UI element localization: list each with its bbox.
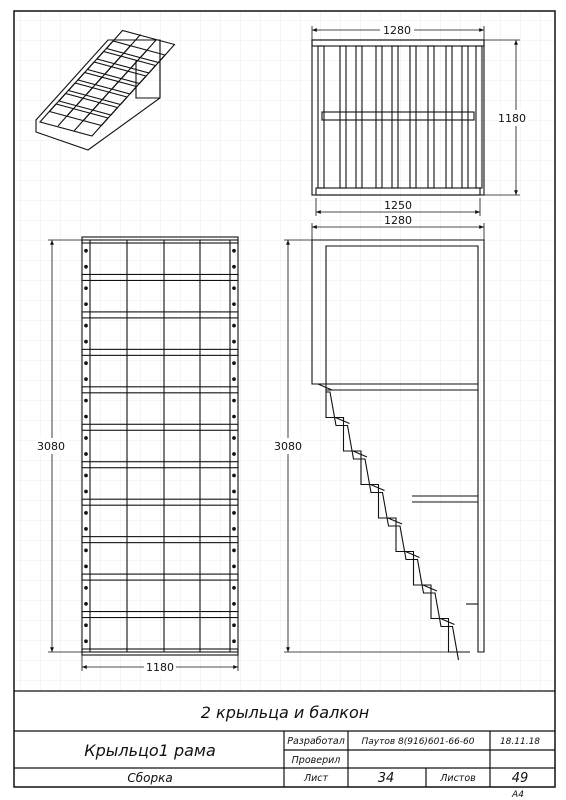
developed-label: Разработал	[287, 736, 345, 747]
bolt-dot	[233, 415, 236, 418]
bolt-dot	[233, 378, 236, 381]
sheet-number: 34	[377, 771, 395, 786]
dim-top-width: 1280	[383, 24, 411, 37]
bolt-dot	[233, 490, 236, 493]
bolt-dot	[233, 265, 236, 268]
bolt-dot	[85, 624, 88, 627]
format-label: A4	[512, 790, 524, 800]
dim-top-height: 1180	[498, 112, 526, 125]
bolt-dot	[85, 437, 88, 440]
stage: Сборка	[127, 771, 173, 785]
bolt-dot	[233, 603, 236, 606]
bolt-dot	[233, 565, 236, 568]
bolt-dot	[233, 303, 236, 306]
project-title: 2 крыльца и балкон	[200, 703, 370, 722]
bolt-dot	[85, 565, 88, 568]
bolt-dot	[85, 399, 88, 402]
dim-front-width: 1180	[146, 661, 174, 674]
bolt-dot	[85, 415, 88, 418]
bolt-dot	[233, 324, 236, 327]
bolt-dot	[85, 474, 88, 477]
bolt-dot	[233, 362, 236, 365]
bolt-dot	[85, 453, 88, 456]
bolt-dot	[233, 549, 236, 552]
dim-top-inner-width: 1250	[384, 199, 412, 212]
date: 18.11.18	[499, 737, 541, 747]
checked-label: Проверил	[291, 755, 341, 766]
bolt-dot	[85, 640, 88, 643]
bolt-dot	[233, 640, 236, 643]
bolt-dot	[233, 474, 236, 477]
bolt-dot	[233, 437, 236, 440]
dim-front-height: 3080	[37, 440, 65, 453]
bolt-dot	[233, 512, 236, 515]
bolt-dot	[85, 549, 88, 552]
sheets-label: Листов	[440, 773, 476, 784]
bolt-dot	[85, 587, 88, 590]
bolt-dot	[233, 399, 236, 402]
bolt-dot	[85, 324, 88, 327]
part-name: Крыльцо1 рама	[84, 741, 216, 760]
sheets-total: 49	[511, 771, 529, 786]
bolt-dot	[85, 249, 88, 252]
bolt-dot	[233, 287, 236, 290]
bolt-dot	[233, 624, 236, 627]
bolt-dot	[85, 265, 88, 268]
bolt-dot	[233, 587, 236, 590]
bolt-dot	[85, 490, 88, 493]
dim-side-height: 3080	[274, 440, 302, 453]
bolt-dot	[233, 528, 236, 531]
bolt-dot	[233, 340, 236, 343]
sheet-label: Лист	[303, 773, 329, 784]
bolt-dot	[85, 340, 88, 343]
bolt-dot	[85, 528, 88, 531]
bolt-dot	[233, 249, 236, 252]
bolt-dot	[85, 512, 88, 515]
dim-side-width: 1280	[384, 214, 412, 227]
bolt-dot	[85, 362, 88, 365]
bolt-dot	[85, 303, 88, 306]
bolt-dot	[85, 603, 88, 606]
bolt-dot	[85, 287, 88, 290]
bolt-dot	[85, 378, 88, 381]
bolt-dot	[233, 453, 236, 456]
developer: Паутов 8(916)601-66-60	[361, 737, 475, 747]
